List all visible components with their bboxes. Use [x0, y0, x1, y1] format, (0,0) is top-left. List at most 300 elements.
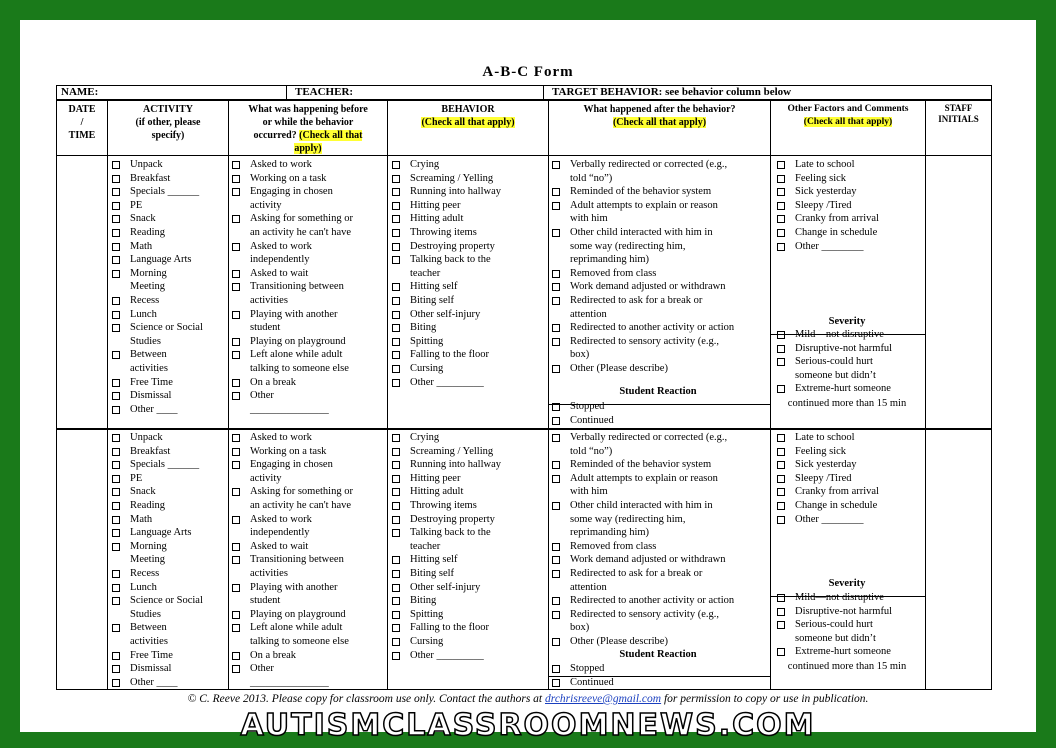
- checklist-item[interactable]: [230, 240, 353, 254]
- checkbox[interactable]: [552, 297, 560, 305]
- checklist-item[interactable]: [550, 472, 734, 486]
- checkbox[interactable]: [112, 516, 120, 524]
- checklist-item[interactable]: [550, 335, 734, 349]
- checklist-item[interactable]: [390, 185, 501, 199]
- checklist-item[interactable]: [230, 445, 353, 459]
- checklist-item[interactable]: [390, 649, 501, 663]
- checklist-item[interactable]: [550, 321, 734, 335]
- checklist-item[interactable]: [775, 382, 892, 396]
- checkbox[interactable]: [552, 679, 560, 687]
- checkbox[interactable]: [777, 502, 785, 510]
- checkbox[interactable]: [112, 597, 120, 605]
- checkbox[interactable]: [112, 297, 120, 305]
- checkbox[interactable]: [777, 461, 785, 469]
- checklist-label: Adult attempts to explain or reason: [570, 472, 718, 484]
- checklist-item[interactable]: [110, 581, 203, 595]
- checkbox[interactable]: [112, 448, 120, 456]
- checklist-item[interactable]: [550, 294, 734, 308]
- checkbox[interactable]: [777, 475, 785, 483]
- checkbox[interactable]: [392, 516, 400, 524]
- checklist-label: Removed from class: [570, 267, 657, 279]
- checkbox[interactable]: [552, 638, 560, 646]
- checklist-item[interactable]: [110, 199, 203, 213]
- checklist-item[interactable]: [230, 158, 353, 172]
- checkbox[interactable]: [777, 215, 785, 223]
- checkbox[interactable]: [392, 229, 400, 237]
- checklist-item[interactable]: [230, 608, 353, 622]
- checklist-item[interactable]: [110, 431, 203, 445]
- checkbox[interactable]: [552, 434, 560, 442]
- checkbox[interactable]: [552, 202, 560, 210]
- checkbox[interactable]: [777, 175, 785, 183]
- checklist-label: Sleepy /Tired: [795, 199, 852, 211]
- checkbox[interactable]: [777, 345, 785, 353]
- checkbox[interactable]: [112, 502, 120, 510]
- checklist-item[interactable]: [775, 199, 879, 213]
- checkbox[interactable]: [392, 611, 400, 619]
- checkbox[interactable]: [112, 406, 120, 414]
- checkbox[interactable]: [392, 529, 400, 537]
- checklist-item[interactable]: [550, 608, 734, 622]
- checklist-item[interactable]: [390, 376, 501, 390]
- checkbox[interactable]: [552, 543, 560, 551]
- checklist-item[interactable]: [230, 485, 353, 499]
- checkbox[interactable]: [552, 403, 560, 411]
- checklist-item[interactable]: [110, 526, 203, 540]
- checklist-item[interactable]: [775, 185, 879, 199]
- checkbox[interactable]: [777, 448, 785, 456]
- checkbox[interactable]: [112, 229, 120, 237]
- checklist-item[interactable]: [230, 621, 353, 635]
- checklist-item[interactable]: [775, 591, 892, 605]
- checklist-item[interactable]: [550, 540, 734, 554]
- checklist-item[interactable]: [110, 172, 203, 186]
- checklist-item[interactable]: [110, 321, 203, 335]
- checkbox[interactable]: [112, 188, 120, 196]
- checklist-item[interactable]: [230, 458, 353, 472]
- checklist-item[interactable]: [230, 185, 353, 199]
- checklist-item[interactable]: [110, 226, 203, 240]
- checklist-item[interactable]: [390, 485, 501, 499]
- checkbox[interactable]: [392, 202, 400, 210]
- checkbox[interactable]: [112, 570, 120, 578]
- checklist-item[interactable]: [110, 649, 203, 663]
- checklist-item[interactable]: [550, 499, 734, 513]
- checklist-label: Studies: [130, 608, 161, 620]
- checklist-item[interactable]: [550, 414, 614, 428]
- checkbox[interactable]: [112, 488, 120, 496]
- checklist-item[interactable]: [775, 513, 879, 527]
- checkbox[interactable]: [232, 461, 240, 469]
- checklist-item[interactable]: [550, 362, 734, 376]
- checklist-item-continued: [550, 621, 734, 635]
- checkbox[interactable]: [112, 175, 120, 183]
- checklist-item[interactable]: [550, 594, 734, 608]
- checklist-item[interactable]: [775, 172, 879, 186]
- checkbox[interactable]: [552, 502, 560, 510]
- checklist-item[interactable]: [230, 348, 353, 362]
- checklist-item[interactable]: [110, 662, 203, 676]
- checkbox[interactable]: [232, 351, 240, 359]
- checklist-item[interactable]: [390, 172, 501, 186]
- checkbox[interactable]: [392, 351, 400, 359]
- checklist-item[interactable]: [110, 472, 203, 486]
- checklist-label: Biting self: [410, 294, 455, 306]
- checklist-item[interactable]: [390, 608, 501, 622]
- checklist-item[interactable]: [550, 553, 734, 567]
- checklist-item[interactable]: [390, 212, 501, 226]
- checklist-item[interactable]: [550, 431, 734, 445]
- checkbox[interactable]: [392, 379, 400, 387]
- checkbox[interactable]: [112, 270, 120, 278]
- checklist-item[interactable]: [110, 445, 203, 459]
- checklist-item[interactable]: [230, 280, 353, 294]
- checkbox[interactable]: [777, 621, 785, 629]
- checklist-item[interactable]: [775, 472, 879, 486]
- checklist-item[interactable]: [390, 240, 501, 254]
- checkbox[interactable]: [392, 243, 400, 251]
- checklist-item[interactable]: [390, 308, 501, 322]
- checkbox[interactable]: [552, 270, 560, 278]
- checkbox[interactable]: [392, 624, 400, 632]
- checkbox[interactable]: [552, 611, 560, 619]
- checklist-item[interactable]: [110, 308, 203, 322]
- checkbox[interactable]: [777, 161, 785, 169]
- checklist-item[interactable]: [390, 581, 501, 595]
- checkbox[interactable]: [392, 448, 400, 456]
- checklist-item[interactable]: [550, 280, 734, 294]
- checkbox[interactable]: [392, 638, 400, 646]
- checkbox[interactable]: [777, 608, 785, 616]
- checkbox[interactable]: [392, 434, 400, 442]
- checklist-item[interactable]: [550, 635, 734, 649]
- checkbox[interactable]: [392, 652, 400, 660]
- checklist-item[interactable]: [775, 645, 892, 659]
- checklist-item[interactable]: [390, 280, 501, 294]
- checklist-label: Change in schedule: [795, 226, 878, 238]
- checkbox[interactable]: [777, 331, 785, 339]
- checklist-label: Reminded of the behavior system: [570, 459, 712, 471]
- checklist-item[interactable]: [390, 621, 501, 635]
- checklist-item[interactable]: [230, 581, 353, 595]
- checkbox[interactable]: [392, 161, 400, 169]
- checklist-item[interactable]: [390, 335, 501, 349]
- checklist-label: Other ________: [795, 513, 864, 525]
- checklist-item[interactable]: [775, 499, 879, 513]
- checkbox[interactable]: [552, 283, 560, 291]
- checklist-item[interactable]: [550, 199, 734, 213]
- checklist-item[interactable]: [775, 458, 879, 472]
- checkbox[interactable]: [392, 584, 400, 592]
- checklist-item[interactable]: [390, 321, 501, 335]
- checkbox[interactable]: [232, 434, 240, 442]
- checklist-label: someone but didn’t: [795, 369, 876, 381]
- checkbox[interactable]: [392, 365, 400, 373]
- checkbox[interactable]: [112, 351, 120, 359]
- checklist-item[interactable]: [775, 240, 879, 254]
- checkbox[interactable]: [392, 475, 400, 483]
- checklist-item[interactable]: [390, 472, 501, 486]
- checkbox[interactable]: [112, 652, 120, 660]
- checkbox[interactable]: [232, 556, 240, 564]
- checkbox[interactable]: [112, 256, 120, 264]
- checkbox[interactable]: [112, 584, 120, 592]
- checklist-item[interactable]: [110, 376, 203, 390]
- checkbox[interactable]: [232, 311, 240, 319]
- severity-title-1: Severity: [828, 316, 866, 327]
- checklist-item[interactable]: [390, 553, 501, 567]
- checkbox[interactable]: [112, 529, 120, 537]
- other-factors-header: Other Factors and Comments (Check all that apply): [787, 104, 909, 127]
- checkbox[interactable]: [112, 475, 120, 483]
- checklist-item[interactable]: [390, 635, 501, 649]
- checklist-item[interactable]: [230, 431, 353, 445]
- checklist-item[interactable]: [110, 253, 203, 267]
- checkbox[interactable]: [392, 188, 400, 196]
- checkbox[interactable]: [552, 324, 560, 332]
- checklist-item[interactable]: [390, 567, 501, 581]
- checklist-item[interactable]: [390, 431, 501, 445]
- checkbox[interactable]: [392, 338, 400, 346]
- checklist-item[interactable]: [550, 400, 614, 414]
- checklist-item[interactable]: [230, 172, 353, 186]
- checklist-item[interactable]: [110, 240, 203, 254]
- checkbox[interactable]: [232, 488, 240, 496]
- checkbox[interactable]: [112, 461, 120, 469]
- checkbox[interactable]: [552, 475, 560, 483]
- checkbox[interactable]: [232, 516, 240, 524]
- checklist-label: Serious-could hurt: [795, 619, 873, 631]
- checkbox[interactable]: [232, 283, 240, 291]
- checklist-item[interactable]: [775, 328, 892, 342]
- checklist-label: Feeling sick: [795, 172, 847, 184]
- checklist-item[interactable]: [110, 212, 203, 226]
- checkbox[interactable]: [392, 256, 400, 264]
- checklist-item[interactable]: [775, 226, 879, 240]
- checkbox[interactable]: [392, 502, 400, 510]
- activity-header: ACTIVITY (if other, please specify): [135, 104, 201, 141]
- checkbox[interactable]: [777, 358, 785, 366]
- checklist-label: Work demand adjusted or withdrawn: [570, 554, 726, 566]
- checkbox[interactable]: [392, 324, 400, 332]
- checkbox[interactable]: [112, 679, 120, 687]
- checkbox[interactable]: [552, 570, 560, 578]
- checklist-item[interactable]: [230, 212, 353, 226]
- checklist-item[interactable]: [550, 226, 734, 240]
- checklist-item[interactable]: [230, 649, 353, 663]
- checklist-item[interactable]: [230, 267, 353, 281]
- checkbox[interactable]: [392, 215, 400, 223]
- checklist-item[interactable]: [390, 199, 501, 213]
- checklist-item[interactable]: [550, 267, 734, 281]
- checkbox[interactable]: [552, 365, 560, 373]
- checkbox[interactable]: [112, 665, 120, 673]
- checkbox[interactable]: [777, 434, 785, 442]
- checklist-label: Unpack: [130, 432, 163, 443]
- checkbox[interactable]: [112, 324, 120, 332]
- checkbox[interactable]: [232, 270, 240, 278]
- checkbox[interactable]: [777, 243, 785, 251]
- checklist-item[interactable]: [550, 458, 734, 472]
- checkbox[interactable]: [232, 624, 240, 632]
- checkbox[interactable]: [552, 188, 560, 196]
- checklist-item-continued: [550, 308, 734, 322]
- checklist-item[interactable]: [110, 158, 203, 172]
- checklist-item[interactable]: [390, 513, 501, 527]
- author-email-link[interactable]: drchrisreeve@gmail.com: [545, 693, 662, 705]
- checkbox[interactable]: [777, 488, 785, 496]
- checkbox[interactable]: [552, 597, 560, 605]
- checkbox[interactable]: [392, 488, 400, 496]
- checklist-item[interactable]: [550, 185, 734, 199]
- checklist-item[interactable]: [775, 618, 892, 632]
- checkbox[interactable]: [552, 461, 560, 469]
- checkbox[interactable]: [232, 379, 240, 387]
- checkbox[interactable]: [232, 652, 240, 660]
- checklist-item[interactable]: [390, 445, 501, 459]
- checkbox[interactable]: [392, 175, 400, 183]
- checklist-item[interactable]: [110, 185, 203, 199]
- checklist-item[interactable]: [110, 389, 203, 403]
- checkbox[interactable]: [232, 665, 240, 673]
- checklist-item[interactable]: [775, 445, 879, 459]
- checklist-label: reprimanding him): [570, 254, 650, 266]
- checkbox[interactable]: [232, 188, 240, 196]
- checklist-item[interactable]: [110, 676, 203, 690]
- checklist-item[interactable]: [110, 594, 203, 608]
- checkbox[interactable]: [552, 161, 560, 169]
- checkbox[interactable]: [392, 570, 400, 578]
- checklist-item[interactable]: [110, 403, 203, 417]
- checklist-item[interactable]: [390, 499, 501, 513]
- checkbox[interactable]: [112, 392, 120, 400]
- checklist-item[interactable]: [390, 158, 501, 172]
- checkbox[interactable]: [112, 543, 120, 551]
- checkbox[interactable]: [552, 229, 560, 237]
- checkbox[interactable]: [112, 624, 120, 632]
- checkbox[interactable]: [392, 461, 400, 469]
- checkbox[interactable]: [777, 202, 785, 210]
- checkbox[interactable]: [232, 448, 240, 456]
- checklist-item[interactable]: [230, 553, 353, 567]
- checklist-item[interactable]: [775, 485, 879, 499]
- checklist-item[interactable]: [110, 294, 203, 308]
- checkbox[interactable]: [777, 188, 785, 196]
- checklist-item[interactable]: [550, 158, 734, 172]
- checkbox[interactable]: [392, 311, 400, 319]
- checklist-item[interactable]: [550, 567, 734, 581]
- checkbox[interactable]: [552, 417, 560, 425]
- checkbox[interactable]: [112, 202, 120, 210]
- checklist-item[interactable]: [110, 567, 203, 581]
- checklist-label: Sleepy /Tired: [795, 472, 852, 484]
- checkbox[interactable]: [112, 311, 120, 319]
- checklist-item[interactable]: [390, 458, 501, 472]
- checklist-label: Recess: [130, 567, 160, 579]
- checklist-item[interactable]: [775, 212, 879, 226]
- checkbox[interactable]: [112, 215, 120, 223]
- checklist-item[interactable]: [110, 348, 203, 362]
- checklist-item[interactable]: [390, 526, 501, 540]
- checkbox[interactable]: [232, 392, 240, 400]
- checklist-label: Talking back to the: [410, 254, 491, 266]
- checkbox[interactable]: [112, 434, 120, 442]
- checklist-item[interactable]: [390, 253, 501, 267]
- checklist-item[interactable]: [230, 513, 353, 527]
- checklist-item[interactable]: [230, 335, 353, 349]
- checklist-item[interactable]: [775, 355, 892, 369]
- checkbox[interactable]: [777, 594, 785, 602]
- checklist-item[interactable]: [775, 342, 892, 356]
- checkbox[interactable]: [232, 338, 240, 346]
- checklist-item[interactable]: [230, 389, 353, 403]
- checklist-item[interactable]: [110, 267, 203, 281]
- checklist-item[interactable]: [390, 348, 501, 362]
- checklist-item[interactable]: [230, 540, 353, 554]
- checkbox[interactable]: [112, 161, 120, 169]
- checklist-item[interactable]: [110, 621, 203, 635]
- checklist-label: activity: [250, 199, 282, 211]
- checklist-item[interactable]: [775, 605, 892, 619]
- checkbox[interactable]: [552, 338, 560, 346]
- teacher-label: TEACHER:: [295, 86, 354, 98]
- checkbox[interactable]: [232, 611, 240, 619]
- checklist-item[interactable]: [775, 431, 879, 445]
- checkbox[interactable]: [232, 175, 240, 183]
- checkbox[interactable]: [232, 243, 240, 251]
- checklist-item[interactable]: [550, 676, 614, 690]
- checkbox[interactable]: [232, 161, 240, 169]
- checkbox[interactable]: [552, 556, 560, 564]
- checklist-label: Transitioning between: [250, 554, 344, 566]
- checklist-label: Playing with another: [250, 581, 338, 593]
- checklist-item[interactable]: [230, 662, 353, 676]
- checkbox[interactable]: [777, 229, 785, 237]
- checklist-item[interactable]: [775, 158, 879, 172]
- student-reaction-title-1: Student Reaction: [619, 386, 697, 397]
- checklist-label: Cursing: [410, 362, 444, 374]
- checkbox[interactable]: [392, 297, 400, 305]
- checklist-item[interactable]: [550, 662, 614, 676]
- checklist-label: Specials ______: [130, 186, 200, 198]
- checkbox[interactable]: [777, 648, 785, 656]
- checkbox[interactable]: [392, 556, 400, 564]
- checklist-item[interactable]: [230, 308, 353, 322]
- checkbox[interactable]: [232, 543, 240, 551]
- checklist-item[interactable]: [390, 594, 501, 608]
- checkbox[interactable]: [112, 243, 120, 251]
- checklist-item[interactable]: [110, 513, 203, 527]
- checklist-item-continued: [390, 267, 501, 281]
- checkbox[interactable]: [232, 215, 240, 223]
- checklist-label: Stopped: [570, 401, 605, 412]
- checklist-item[interactable]: [390, 362, 501, 376]
- checkbox[interactable]: [392, 283, 400, 291]
- checklist-item[interactable]: [110, 499, 203, 513]
- checklist-item[interactable]: [110, 540, 203, 554]
- checkbox[interactable]: [777, 385, 785, 393]
- checklist-item[interactable]: [230, 376, 353, 390]
- checklist-item[interactable]: [110, 485, 203, 499]
- checkbox[interactable]: [112, 379, 120, 387]
- checklist-item[interactable]: [110, 458, 203, 472]
- checkbox[interactable]: [232, 584, 240, 592]
- checklist-item[interactable]: [390, 226, 501, 240]
- checkbox[interactable]: [392, 597, 400, 605]
- checklist-item[interactable]: [390, 294, 501, 308]
- checkbox[interactable]: [552, 665, 560, 673]
- checkbox[interactable]: [777, 516, 785, 524]
